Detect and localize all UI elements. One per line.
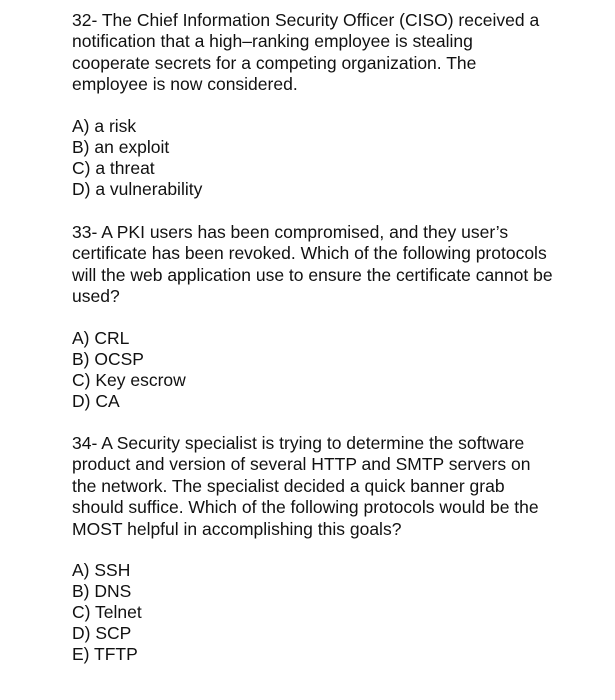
question-34-text: 34- A Security specialist is trying to determine the software product and version of several HTTP and SMTP servers on the network. The specialist decided a quick banner grab should suffice. Which of the following protocols would be the MOST helpful in accomplishing this goals? <box>72 433 539 539</box>
question-32 <box>72 10 555 200</box>
question-33-text: 33- A PKI users has been compromised, and they user’s certificate has been revoked. Which of the following protocols will the web application use to ensure the certificate cannot be used? <box>72 222 553 307</box>
option-d: D) a vulnerability <box>72 178 203 199</box>
option-e: E) TFTP <box>72 644 138 665</box>
option-a: A) a risk <box>72 115 137 136</box>
question-33-options <box>72 328 555 412</box>
question-33 <box>72 222 555 412</box>
question-34 <box>72 433 555 666</box>
option-c: C) a threat <box>72 157 155 178</box>
question-32-options <box>72 116 555 200</box>
option-c: C) Key escrow <box>72 369 186 390</box>
option-b: B) DNS <box>72 581 132 602</box>
option-b: B) OCSP <box>72 348 144 369</box>
option-d: D) CA <box>72 390 120 411</box>
option-c: C) Telnet <box>72 602 142 623</box>
option-a: A) SSH <box>72 560 131 581</box>
option-d: D) SCP <box>72 623 132 644</box>
question-32-text: 32- The Chief Information Security Officer (CISO) received a notification that a high–ranking employee is stealing cooperate secrets for a competing organization. The employee is now considered. <box>72 10 540 95</box>
option-b: B) an exploit <box>72 136 170 157</box>
question-34-options <box>72 560 555 665</box>
option-a: A) CRL <box>72 327 130 348</box>
